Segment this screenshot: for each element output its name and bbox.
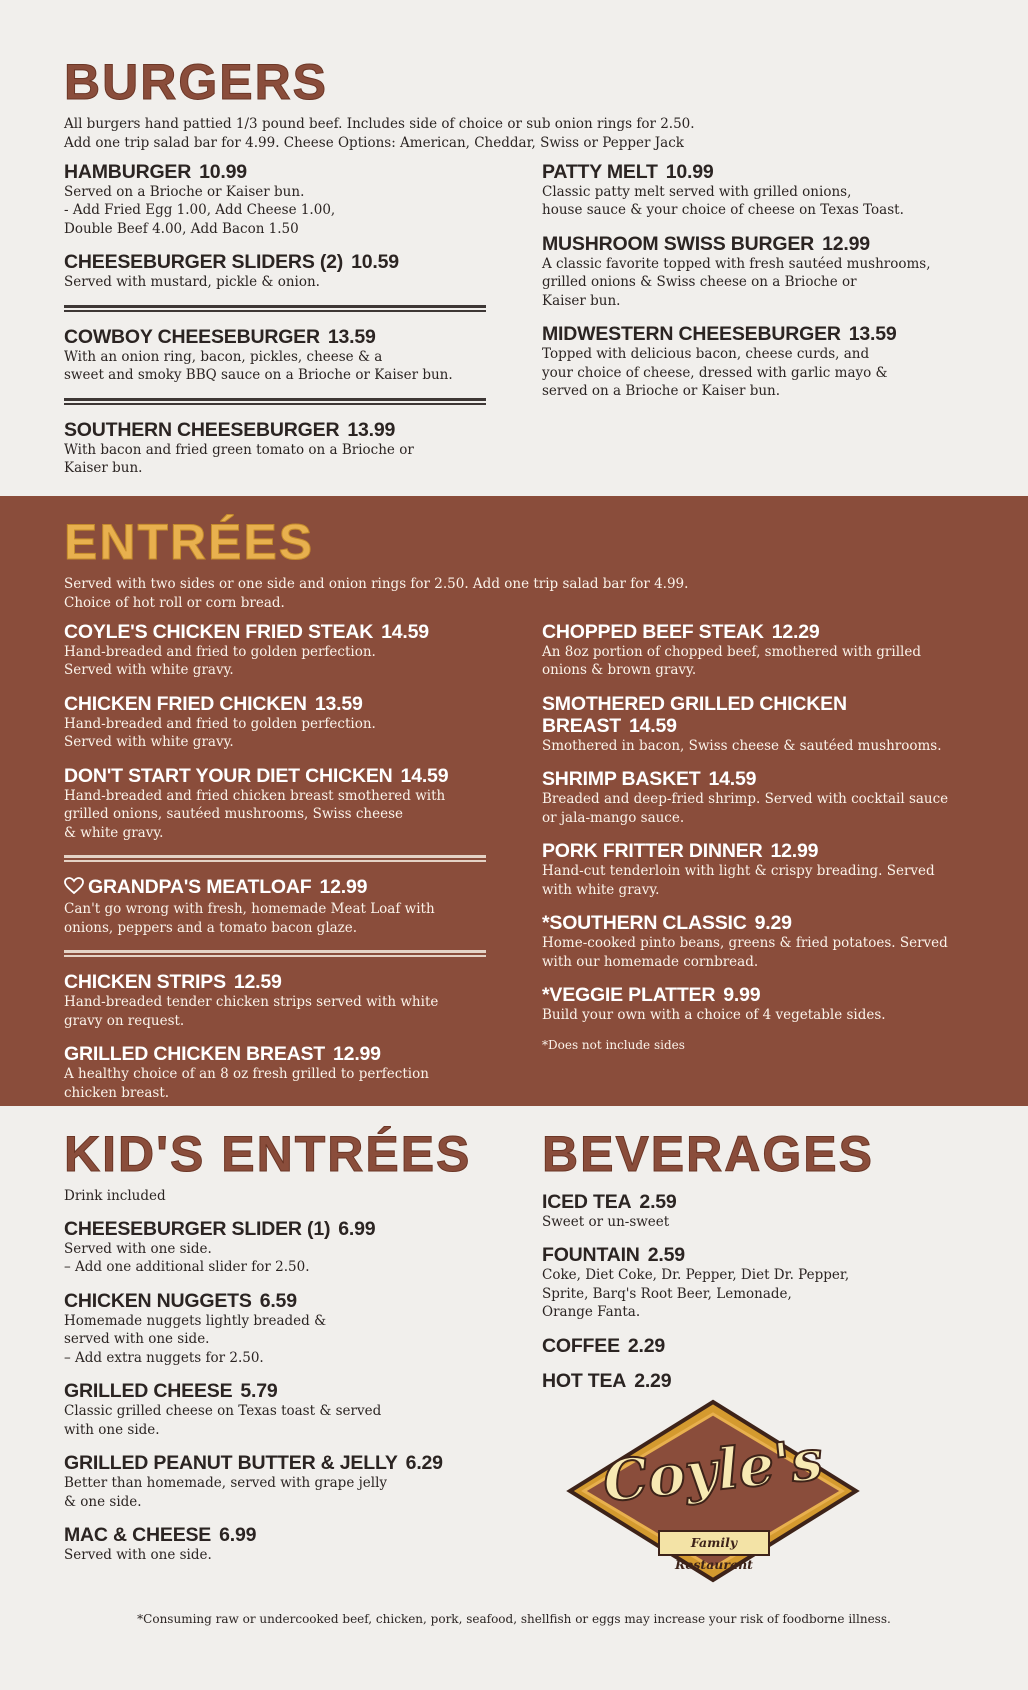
menu-item-fountain: FOUNTAIN 2.59 Coke, Diet Coke, Dr. Pepper, Diet Dr. Pepper, Sprite, Barq's Root Beer, Lemonade, Orange Fanta. (542, 1244, 850, 1320)
menu-item-southern-classic: *SOUTHERN CLASSIC 9.29 Home-cooked pinto beans, greens & fried potatoes. Served with our homemade cornbread. (542, 912, 948, 970)
burgers-left-column (64, 161, 486, 491)
menu-item-mushroom-swiss-burger: MUSHROOM SWISS BURGER 12.99 A classic favorite topped with fresh sautéed mushrooms, grilled onions & Swiss cheese on a Brioche or Kaiser bun. (542, 232, 931, 309)
menu-item-chopped-beef-steak: CHOPPED BEEF STEAK 12.29 An 8oz portion of chopped beef, smothered with grilled onions & brown gravy. (542, 620, 921, 678)
entrees-right-column (542, 621, 964, 1116)
menu-item-kids-pbj: GRILLED PEANUT BUTTER & JELLY 6.29 Better than homemade, served with grape jelly & one side. (64, 1452, 443, 1510)
menu-item-kids-nuggets: CHICKEN NUGGETS 6.59 Homemade nuggets lightly breaded & served with one side. – Add extra nuggets for 2.50. (64, 1289, 327, 1366)
bottom-section (0, 1106, 1028, 1690)
entrees-heading: ENTRÉES (64, 514, 315, 570)
divider (64, 305, 486, 312)
divider (64, 855, 486, 862)
burgers-intro: All burgers hand pattied 1/3 pound beef. Includes side of choice or sub onion rings for 2.50. Add one trip salad bar for 4.99. Cheese Options: American, Cheddar, Swiss or Pepper Jack (64, 115, 695, 151)
menu-item-pork-fritter-dinner: PORK FRITTER DINNER 12.99 Hand-cut tenderloin with light & crispy breading. Served with white gravy. (542, 840, 935, 898)
footnote: *Consuming raw or undercooked beef, chicken, pork, seafood, shellfish or eggs may increase your risk of foodborne illness. (137, 1612, 891, 1626)
menu-item-coffee: COFFEE 2.29 (542, 1334, 666, 1357)
menu-item-kids-grilled-cheese: GRILLED CHEESE 5.79 Classic grilled cheese on Texas toast & served with one side. (64, 1380, 382, 1438)
burgers-section (0, 0, 1028, 496)
menu-item-iced-tea: ICED TEA 2.59 Sweet or un-sweet (542, 1190, 677, 1230)
menu-item-cheeseburger-sliders: CHEESEBURGER SLIDERS (2) 10.59 Served with mustard, pickle & onion. (64, 251, 399, 290)
menu-item-chicken-fried-chicken: CHICKEN FRIED CHICKEN 13.59 Hand-breaded and fried to golden perfection. Served with white gravy. (64, 692, 376, 750)
logo-name: Coyle's (600, 1426, 826, 1516)
menu-item-midwestern-cheeseburger: MIDWESTERN CHEESEBURGER 13.59 Topped with delicious bacon, cheese curds, and your choice of cheese, dressed with garlic mayo & served on a Brioche or Kaiser bun. (542, 323, 897, 399)
menu-item-cowboy-cheeseburger: COWBOY CHEESEBURGER 13.59 With an onion ring, bacon, pickles, cheese & a sweet and smoky BBQ sauce on a Brioche or Kaiser bun. (64, 325, 453, 383)
coyles-logo (566, 1398, 860, 1584)
menu-item-hamburger: HAMBURGER 10.99 Served on a Brioche or Kaiser bun. - Add Fried Egg 1.00, Add Cheese 1.00, Double Beef 4.00, Add Bacon 1.50 (64, 160, 336, 237)
menu-item-grilled-chicken-breast: GRILLED CHICKEN BREAST 12.99 A healthy choice of an 8 oz fresh grilled to perfection chicken breast. (64, 1043, 429, 1101)
burgers-right-column (542, 161, 964, 491)
menu-item-hot-tea: HOT TEA 2.29 (542, 1369, 672, 1392)
menu-item-kids-mac-cheese: MAC & CHEESE 6.99 Served with one side. (64, 1524, 257, 1563)
menu-item-diet-chicken: DON'T START YOUR DIET CHICKEN 14.59 Hand-breaded and fried chicken breast smothered with grilled onions, sautéed mushrooms, Swiss cheese & white gravy. (64, 764, 449, 841)
menu-item-patty-melt: PATTY MELT 10.99 Classic patty melt served with grilled onions, house sauce & your choice of cheese on Texas Toast. (542, 160, 904, 218)
menu-item-southern-cheeseburger: SOUTHERN CHEESEBURGER 13.99 With bacon and fried green tomato on a Brioche or Kaiser bun. (64, 418, 414, 476)
kids-heading: KID'S ENTRÉES (64, 1126, 472, 1182)
burgers-heading: BURGERS (64, 54, 329, 110)
heart-icon (64, 877, 84, 900)
kids-column (64, 1128, 486, 1578)
menu-item-veggie-platter: *VEGGIE PLATTER 9.99 Build your own with a choice of 4 vegetable sides. (542, 984, 886, 1023)
divider (64, 398, 486, 405)
menu-item-chicken-fried-steak: COYLE'S CHICKEN FRIED STEAK 14.59 Hand-breaded and fried to golden perfection. Served with white gravy. (64, 620, 429, 678)
logo-subtitle: Family Restaurant (658, 1530, 770, 1556)
menu-item-kids-slider: CHEESEBURGER SLIDER (1) 6.99 Served with one side. – Add one additional slider for 2.50. (64, 1217, 376, 1275)
entrees-left-column (64, 621, 486, 1116)
entrees-section (0, 496, 1028, 1106)
beverages-heading: BEVERAGES (542, 1126, 874, 1182)
menu-item-chicken-strips: CHICKEN STRIPS 12.59 Hand-breaded tender chicken strips served with white gravy on request. (64, 971, 439, 1029)
menu-item-grandpas-meatloaf: GRANDPA'S MEATLOAF 12.99 Can't go wrong with fresh, homemade Meat Loaf with onions, peppers and a tomato bacon glaze. (64, 876, 435, 936)
entrees-note: *Does not include sides (542, 1037, 685, 1052)
menu-item-smothered-grilled-chicken: SMOTHERED GRILLED CHICKEN BREAST 14.59 Smothered in bacon, Swiss cheese & sautéed mushrooms. (542, 692, 942, 754)
menu-item-shrimp-basket: SHRIMP BASKET 14.59 Breaded and deep-fried shrimp. Served with cocktail sauce or jala-mango sauce. (542, 768, 949, 826)
divider (64, 950, 486, 957)
kids-intro: Drink included (64, 1187, 166, 1204)
entrees-intro: Served with two sides or one side and onion rings for 2.50. Add one trip salad bar for 4.99. Choice of hot roll or corn bread. (64, 575, 689, 611)
